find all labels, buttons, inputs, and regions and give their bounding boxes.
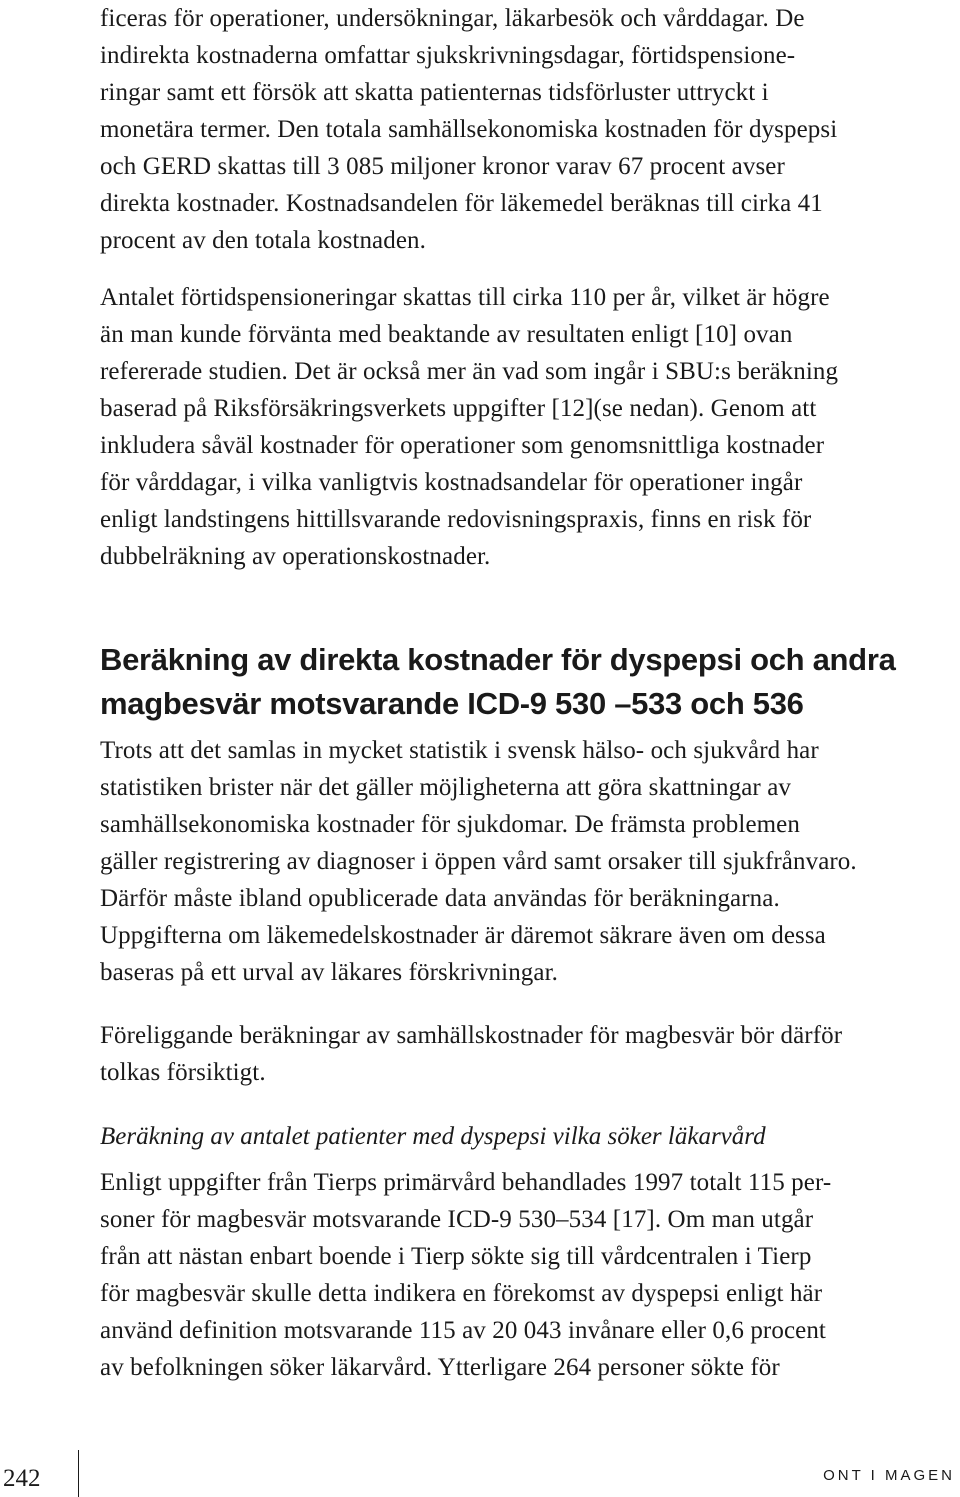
text-line: baseras på ett urval av läkares förskrivningar.: [100, 959, 558, 986]
paragraph-early-retirement: [100, 279, 838, 575]
text-line: använd definition motsvarande 115 av 20 043 invånare eller 0,6 procent: [100, 1317, 826, 1344]
text-line: procent av den totala kostnaden.: [100, 227, 427, 254]
text-line: statistiken brister när det gäller möjligheterna att göra skattningar av: [100, 774, 792, 801]
text-line: ringar samt ett försök att skatta patienternas tidsförluster uttryckt i: [100, 79, 769, 106]
text-line: samhällsekonomiska kostnader för sjukdomar. De främsta problemen: [100, 811, 800, 838]
text-line: indirekta kostnaderna omfattar sjukskrivningsdagar, förtidspensione-: [100, 42, 796, 69]
text-line: refererade studien. Det är också mer än vad som ingår i SBU:s beräkning: [100, 358, 839, 385]
text-line: gäller registrering av diagnoser i öppen vård samt orsaker till sjukfrånvaro.: [100, 848, 857, 875]
text-line: baserad på Riksförsäkringsverkets uppgifter [12](se nedan). Genom att: [100, 395, 817, 422]
text-line: Trots att det samlas in mycket statistik i svensk hälso- och sjukvård har: [100, 737, 819, 764]
text-line: monetära termer. Den totala samhällsekonomiska kostnaden för dyspepsi: [100, 116, 838, 143]
text-line: för vårddagar, i vilka vanligtvis kostnadsandelar för operationer ingår: [100, 469, 803, 496]
section-heading-line: magbesvär motsvarande ICD-9 530 –533 och 536: [100, 686, 804, 721]
running-footer-title: ONT I MAGEN: [823, 1467, 955, 1484]
text-line: dubbelräkning av operationskostnader.: [100, 543, 491, 570]
text-line: Antalet förtidspensioneringar skattas till cirka 110 per år, vilket är högre: [100, 284, 830, 311]
footer-divider: [78, 1450, 79, 1497]
text-line: tolkas försiktigt.: [100, 1059, 266, 1086]
text-line: ficeras för operationer, undersökningar, läkarbesök och vårddagar. De: [100, 5, 805, 32]
paragraph-caution: [100, 1017, 842, 1091]
text-line: inkludera såväl kostnader för operationer som genomsnittliga kostnader: [100, 432, 825, 459]
paragraph-statistics: [100, 732, 857, 991]
section-heading: [100, 638, 896, 726]
text-line: Därför måste ibland opublicerade data användas för beräkningarna.: [100, 885, 780, 912]
page-number: 242: [3, 1465, 41, 1492]
text-line: direkta kostnader. Kostnadsandelen för läkemedel beräknas till cirka 41: [100, 190, 823, 217]
paragraph-tierp: [100, 1164, 831, 1386]
text-line: än man kunde förvänta med beaktande av resultaten enligt [10] ovan: [100, 321, 793, 348]
text-line: Föreliggande beräkningar av samhällskostnader för magbesvär bör därför: [100, 1022, 843, 1049]
text-line: Uppgifterna om läkemedelskostnader är däremot säkrare även om dessa: [100, 922, 826, 949]
text-line: soner för magbesvär motsvarande ICD-9 530–534 [17]. Om man utgår: [100, 1206, 814, 1233]
text-line: och GERD skattas till 3 085 miljoner kronor varav 67 procent avser: [100, 153, 785, 180]
text-line: av befolkningen söker läkarvård. Ytterligare 264 personer sökte för: [100, 1354, 780, 1381]
text-line: enligt landstingens hittillsvarande redovisningspraxis, finns en risk för: [100, 506, 812, 533]
text-line: Enligt uppgifter från Tierps primärvård behandlades 1997 totalt 115 per-: [100, 1169, 832, 1196]
text-line: för magbesvär skulle detta indikera en förekomst av dyspepsi enligt här: [100, 1280, 823, 1307]
subsection-heading: Beräkning av antalet patienter med dyspepsi vilka söker läkarvård: [100, 1123, 766, 1150]
paragraph-cost-summary: [100, 0, 837, 259]
text-line: från att nästan enbart boende i Tierp sökte sig till vårdcentralen i Tierp: [100, 1243, 812, 1270]
section-heading-line: Beräkning av direkta kostnader för dyspepsi och andra: [100, 642, 896, 677]
